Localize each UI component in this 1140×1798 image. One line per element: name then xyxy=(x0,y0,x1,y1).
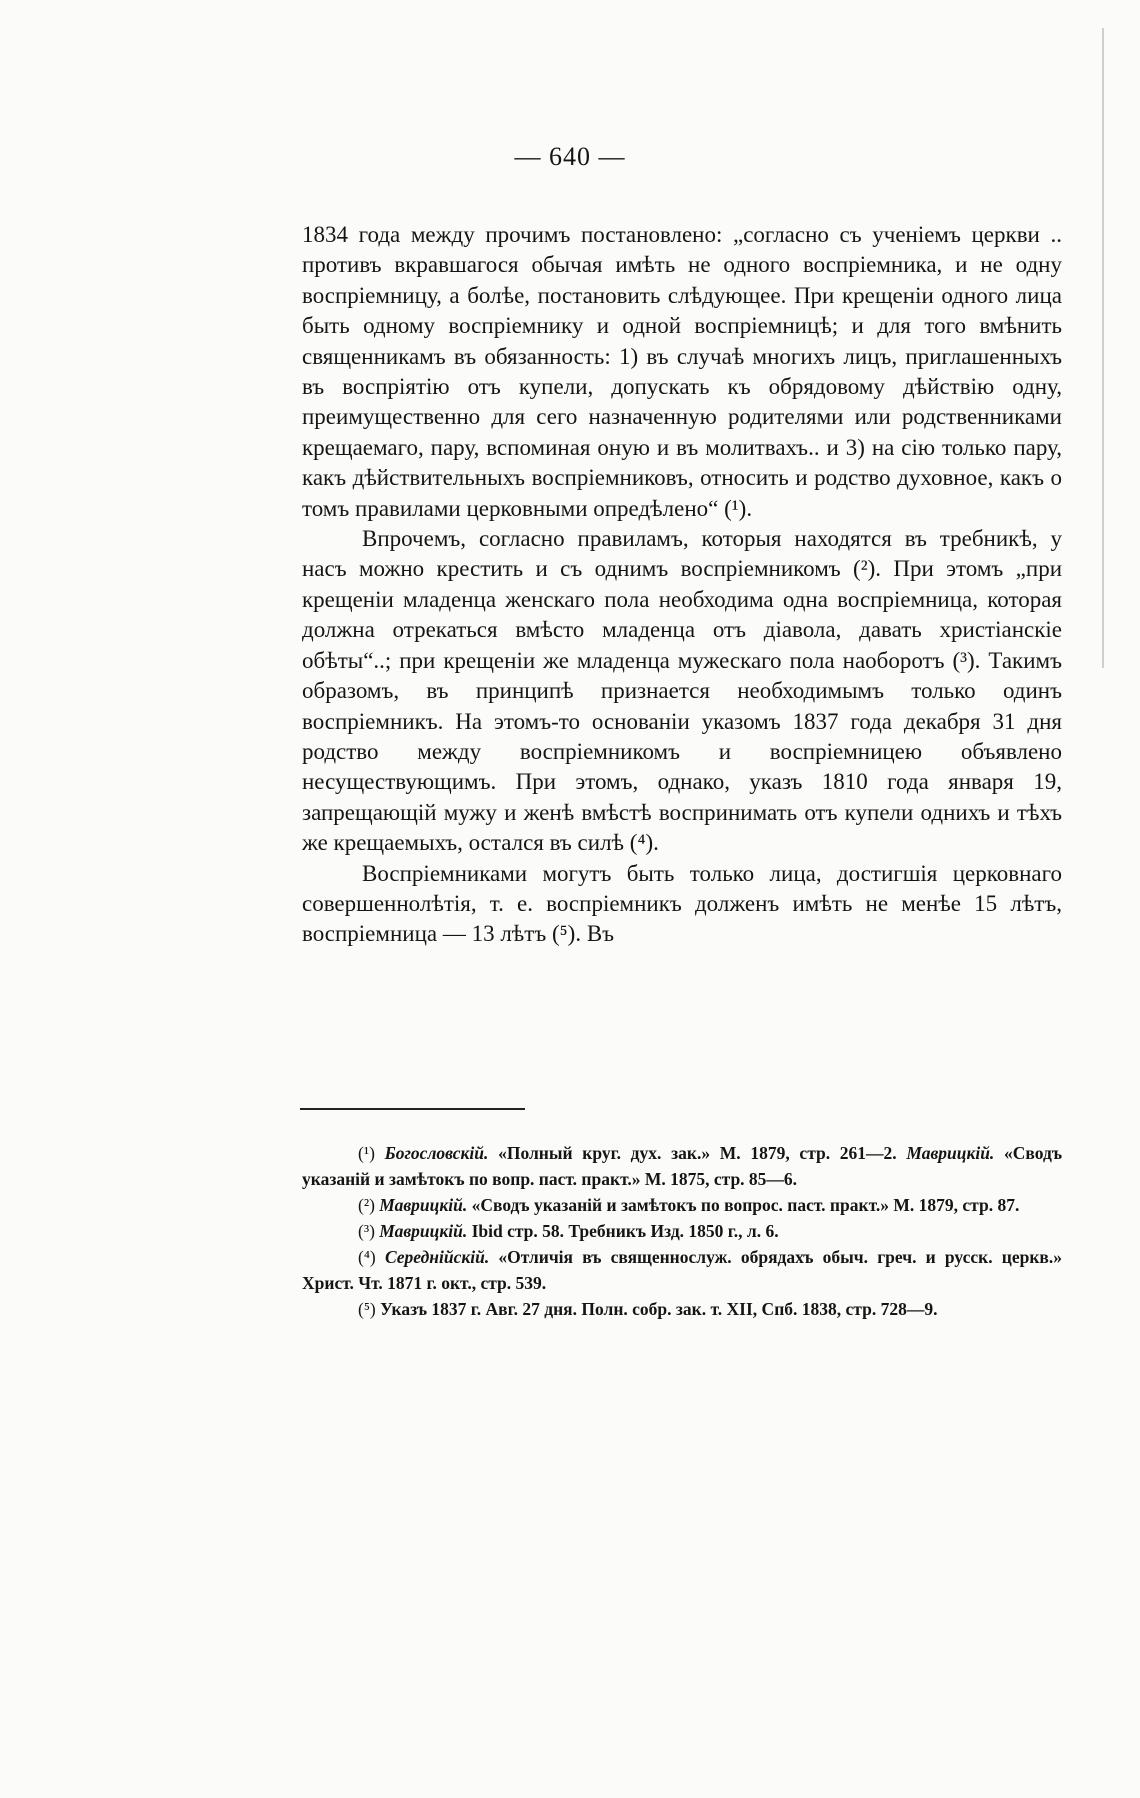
footnote-mark: (⁵) xyxy=(358,1299,376,1319)
footnote-text: «Отличія въ священнослуж. обрядахъ обыч. греч. и русск. церкв.» Христ. Чт. 1871 г. окт., стр. 539. xyxy=(302,1247,1063,1293)
paragraph: 1834 года между прочимъ постановлено: „согласно съ ученіемъ церкви .. противъ вкравшагося обычая имѣть не одного воспріемника, и не одну воспріемницу, а болѣе, постановить слѣдующее. При крещеніи одного лица быть одному воспріемнику и одной воспріемницѣ; и для того вмѣнить священникамъ въ обязанность: 1) въ случаѣ многихъ лицъ, приглашенныхъ въ воспріятію отъ купели, допускать къ обрядовому дѣйствію одну, преимущественно для сего назначенную родителями или родственниками крещаемаго, пару, вспоминая оную и въ молитвахъ.. и 3) на сію только пару, какъ дѣйствительныхъ воспріемниковъ, относить и родство духовное, какъ о томъ правилами церковными опредѣлено“ (¹). xyxy=(302,222,1062,521)
paragraph: Воспріемниками могутъ быть только лица, достигшія церковнаго совершеннолѣтія, т. е. воспріемникъ долженъ имѣть не менѣе 15 лѣтъ, воспріемница — 13 лѣтъ (⁵). Въ xyxy=(302,860,1062,947)
footnote-author: Маврицкій. xyxy=(906,1143,995,1163)
footnote-mark: (³) xyxy=(358,1221,375,1241)
footnote xyxy=(302,1140,1062,1192)
footnote-text: Указъ 1837 г. Авг. 27 дня. Полн. собр. зак. т. XII, Спб. 1838, стр. 728—9. xyxy=(380,1299,938,1319)
footnote-separator xyxy=(300,1108,525,1110)
footnote-mark: (²) xyxy=(358,1195,375,1215)
footnote-text: «Полный круг. дух. зак.» М. 1879, стр. 261—2. xyxy=(498,1143,907,1163)
footnote-author: Богословскій. xyxy=(384,1143,489,1163)
page-number: — 640 — xyxy=(514,142,626,171)
footnote-text: Ibid стр. 58. Требникъ Изд. 1850 г., л. 6. xyxy=(471,1221,779,1241)
binding-edge xyxy=(1102,28,1104,668)
footnote xyxy=(302,1296,1062,1322)
footnote-mark: (⁴) xyxy=(358,1247,376,1267)
footnote-mark: (¹) xyxy=(358,1143,375,1163)
footnote xyxy=(302,1192,1062,1218)
footnote-text: «Сводъ указаній и замѣтокъ по вопрос. паст. практ.» М. 1879, стр. 87. xyxy=(471,1195,1020,1215)
footnote-author: Середнійскій. xyxy=(384,1247,490,1267)
footnote-text: «Сводъ указаній и замѣтокъ по вопр. паст. практ.» М. 1875, стр. 85—6. xyxy=(302,1143,1063,1189)
footnote-author: Маврицкій. xyxy=(379,1221,468,1241)
footnote xyxy=(302,1244,1062,1296)
paragraph: Впрочемъ, согласно правиламъ, которыя находятся въ требникѣ, у насъ можно крестить и съ однимъ воспріемникомъ (²). При этомъ „при крещеніи младенца женскаго пола необходима одна воспріемница, которая должна отрекаться вмѣсто младенца отъ діавола, давать христіанскіе обѣты“..; при крещеніи же младенца мужескаго пола наоборотъ (³). Такимъ образомъ, въ принципѣ признается необходимымъ только одинъ воспріемникъ. На этомъ-то основаніи указомъ 1837 года декабря 31 дня родство между воспріемникомъ и воспріемницею объявлено несуществующимъ. При этомъ, однако, указъ 1810 года января 19, запрещающій мужу и женѣ вмѣстѣ воспринимать отъ купели однихъ и тѣхъ же крещаемыхъ, остался въ силѣ (⁴). xyxy=(302,526,1062,856)
main-text xyxy=(302,220,1062,950)
footnotes xyxy=(302,1140,1062,1322)
footnote-author: Маврицкій. xyxy=(379,1195,468,1215)
footnote xyxy=(302,1218,1062,1244)
